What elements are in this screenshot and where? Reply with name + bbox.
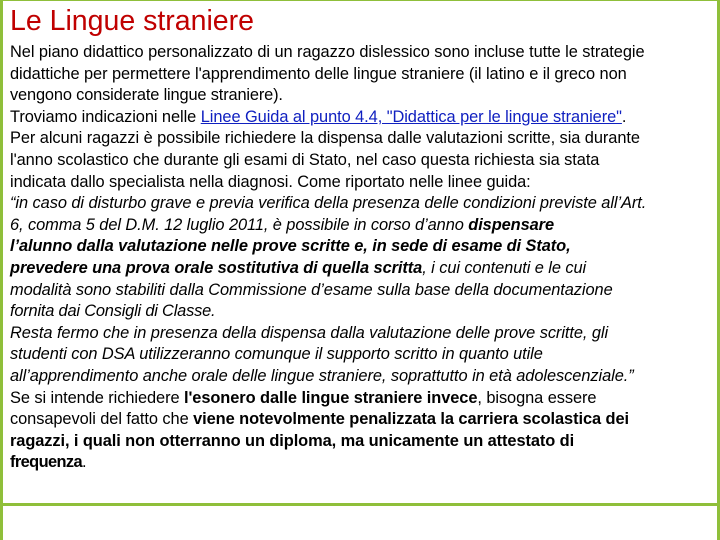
text-segment: l’alunno dalla valutazione nelle prove scritte e, in sede di esame di Stato, bbox=[10, 237, 571, 256]
text-segment: “in caso di disturbo grave e previa verifica della presenza delle condizioni previste all’Art. bbox=[10, 194, 647, 213]
text-line bbox=[10, 42, 720, 64]
text-line bbox=[10, 323, 720, 345]
slide-title: Le Lingue straniere bbox=[10, 5, 255, 37]
text-line bbox=[10, 128, 720, 150]
text-segment: frequenza bbox=[10, 453, 83, 472]
text-segment: l'anno scolastico che durante gli esami di Stato, nel caso questa richiesta sia stata bbox=[10, 150, 600, 169]
text-line bbox=[10, 258, 720, 280]
text-line bbox=[10, 236, 720, 258]
text-segment: all’apprendimento anche orale delle lingue straniere, soprattutto in età adolescenziale.” bbox=[10, 366, 634, 385]
text-segment: l'esonero dalle lingue straniere invece bbox=[183, 388, 478, 407]
text-line bbox=[10, 107, 720, 129]
text-segment: consapevoli del fatto che bbox=[10, 410, 194, 429]
text-line bbox=[10, 193, 720, 215]
frame-bottom-border bbox=[0, 503, 720, 506]
text-segment: didattiche per permettere l'apprendimento delle lingue straniere (il latino e il greco non bbox=[10, 64, 627, 83]
text-line bbox=[10, 280, 720, 302]
text-segment: Per alcuni ragazzi è possibile richiedere la dispensa dalle valutazioni scritte, sia durante bbox=[10, 129, 640, 148]
slide-body bbox=[10, 42, 720, 474]
guidelines-link[interactable]: Linee Guida al punto 4.4, "Didattica per le lingue straniere" bbox=[200, 107, 622, 126]
text-segment: modalità sono stabiliti dalla Commissione d’esame sulla base della documentazione bbox=[10, 280, 613, 299]
text-line bbox=[10, 409, 720, 431]
text-segment: Se si intende richiedere bbox=[10, 388, 184, 407]
text-line bbox=[10, 215, 720, 237]
text-line bbox=[10, 431, 720, 453]
text-segment: Resta fermo che in presenza della dispensa dalla valutazione delle prove scritte, gli bbox=[10, 323, 609, 342]
text-line bbox=[10, 344, 720, 366]
text-segment: viene notevolmente penalizzata la carriera scolastica dei bbox=[193, 410, 629, 429]
text-line bbox=[10, 301, 720, 323]
text-segment: prevedere una prova orale sostitutiva di quella scritta bbox=[10, 258, 423, 277]
text-line bbox=[10, 172, 720, 194]
text-line bbox=[10, 388, 720, 410]
text-segment: ragazzi, i quali non otterranno un diploma, ma unicamente un attestato di bbox=[10, 431, 575, 450]
text-line bbox=[10, 150, 720, 172]
text-segment: indicata dallo specialista nella diagnosi. Come riportato nelle linee guida: bbox=[10, 172, 531, 191]
text-segment: . bbox=[82, 453, 86, 472]
text-segment: dispensare bbox=[468, 215, 555, 234]
text-segment: . bbox=[621, 107, 627, 126]
text-segment: studenti con DSA utilizzeranno comunque il supporto scritto in quanto utile bbox=[10, 345, 543, 364]
text-segment: vengono considerate lingue straniere). bbox=[10, 86, 283, 105]
text-line bbox=[10, 366, 720, 388]
text-segment: Nel piano didattico personalizzato di un ragazzo dislessico sono incluse tutte le strategie bbox=[10, 43, 645, 61]
text-line bbox=[10, 85, 720, 107]
text-line bbox=[10, 452, 720, 474]
text-segment: fornita dai Consigli di Classe. bbox=[10, 302, 216, 321]
text-segment: 6, comma 5 del D.M. 12 luglio 2011, è possibile in corso d’anno bbox=[10, 215, 469, 234]
text-segment: , i cui contenuti e le cui bbox=[422, 258, 587, 277]
text-segment: , bisogna essere bbox=[477, 388, 597, 407]
text-line bbox=[10, 64, 720, 86]
text-segment: Troviamo indicazioni nelle bbox=[10, 107, 201, 126]
